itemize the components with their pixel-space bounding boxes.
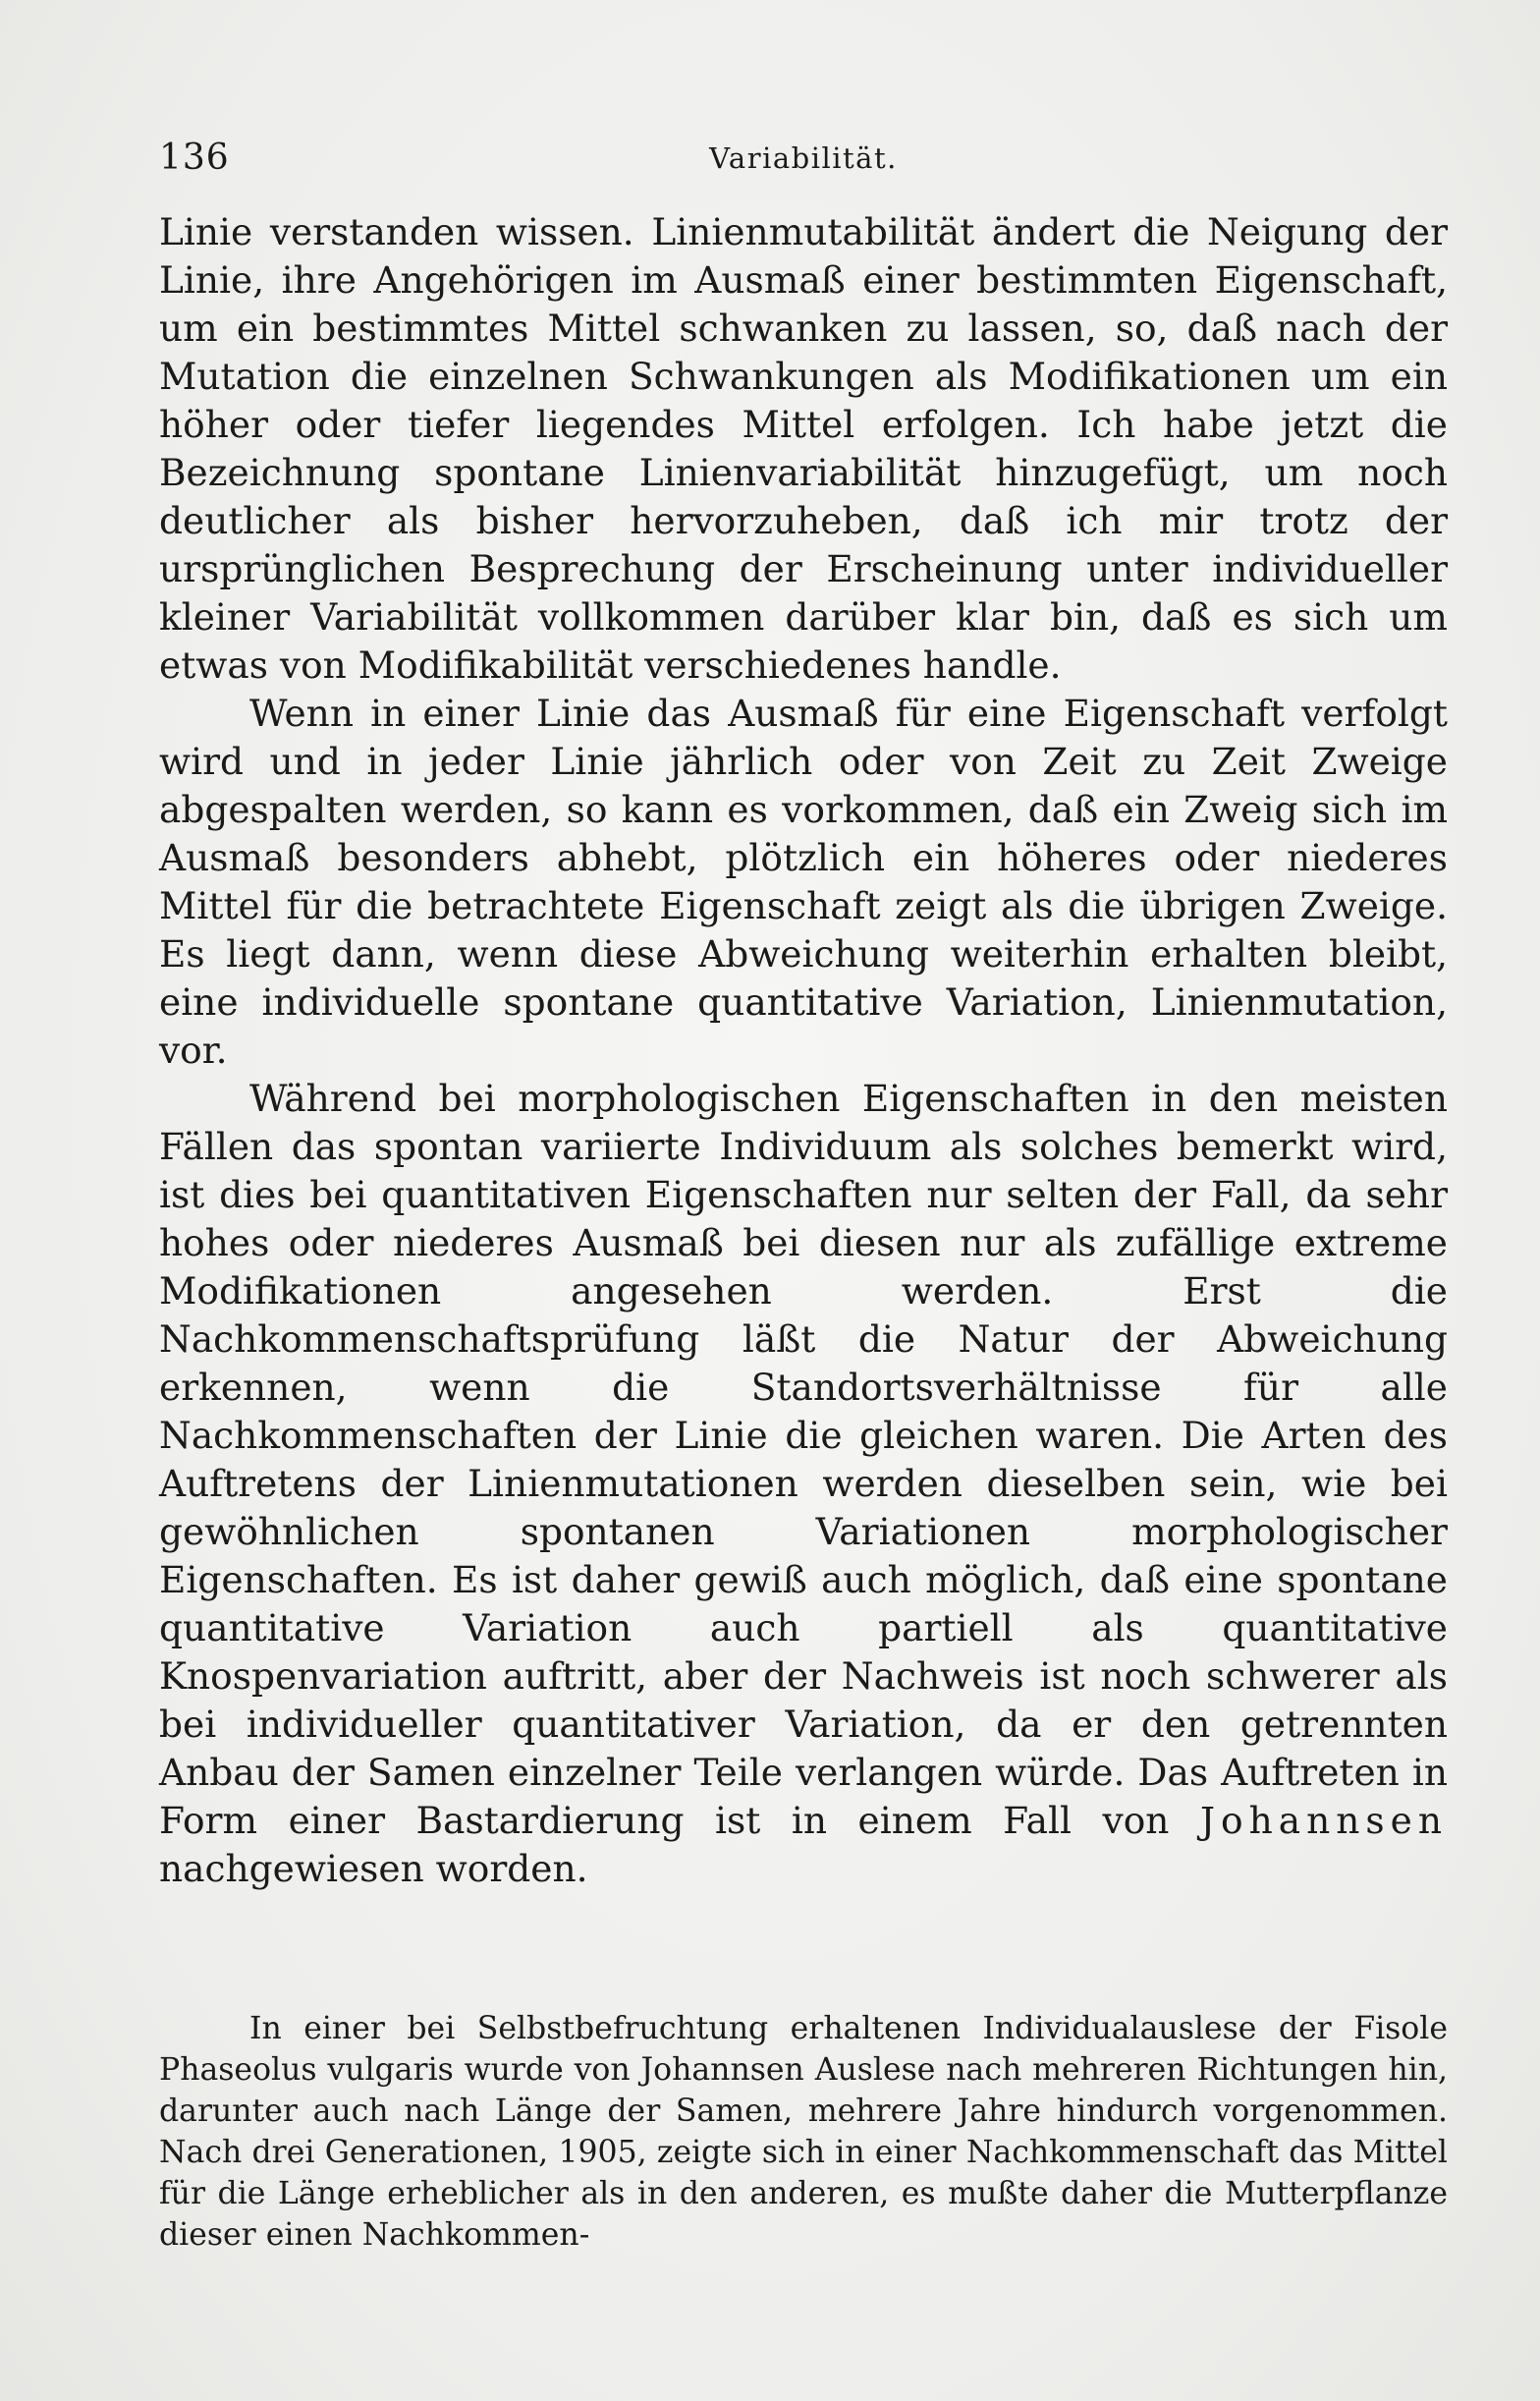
page-header <box>159 138 1448 181</box>
footnote <box>159 2008 1448 2256</box>
author-name-spaced: Johannsen <box>1200 1799 1449 1842</box>
paragraph-3 <box>159 1075 1448 1893</box>
running-head: Variabilität. <box>709 141 898 175</box>
page-number: 136 <box>159 138 230 178</box>
paragraph-3-text: Während bei morphologischen Eigenschaften in den meisten Fällen das spontan variierte Individuum als solches bemerkt wird, ist dies bei quantitativen Eigenschaften nur selten der Fall, da sehr hohes oder niederes Ausmaß bei diesen nur als zufällige extreme Modifikationen angesehen werden. Erst die Nachkommenschaftsprüfung läßt die Natur der Abweichung erkennen, wenn die Standortsverhältnisse für alle Nachkommenschaften der Linie die gleichen waren. Die Arten des Auftretens der Linienmutationen werden dieselben sein, wie bei gewöhnlichen spontanen Variationen morphologischer Eigenschaften. Es ist daher gewiß auch möglich, daß eine spontane quantitative Variation auch partiell als quantitative Knospenvariation auftritt, aber der Nachweis ist noch schwerer als bei individueller quantitativer Variation, da er den getrennten Anbau der Samen einzelner Teile verlangen würde. Das Auftreten in Form einer Bastardierung ist in einem Fall von <box>159 1077 1448 1842</box>
body-text <box>159 208 1448 1893</box>
paragraph-2: Wenn in einer Linie das Ausmaß für eine Eigenschaft verfolgt wird und in jeder Linie jährlich oder von Zeit zu Zeit Zweige abgespalten werden, so kann es vorkommen, daß ein Zweig sich im Ausmaß besonders abhebt, plötzlich ein höheres oder niederes Mittel für die betrachtete Eigenschaft zeigt als die übrigen Zweige. Es liegt dann, wenn diese Abweichung weiterhin erhalten bleibt, eine individuelle spontane quantitative Variation, Linienmutation, vor. <box>159 692 1448 1072</box>
paragraph-1: Linie verstanden wissen. Linienmutabilität ändert die Neigung der Linie, ihre Angehörigen im Ausmaß einer bestimmten Eigenschaft, um ein bestimmtes Mittel schwanken zu lassen, so, daß nach der Mutation die einzelnen Schwankungen als Modifikationen um ein höher oder tiefer liegendes Mittel erfolgen. Ich habe jetzt die Bezeichnung spontane Linienvariabilität hinzugefügt, um noch deutlicher als bisher hervorzuheben, daß ich mir trotz der ursprünglichen Besprechung der Erscheinung unter individueller kleiner Variabilität vollkommen darüber klar bin, daß es sich um etwas von Modifikabilität verschiedenes handle. <box>159 210 1448 687</box>
paragraph-3-end: nachgewiesen worden. <box>159 1847 588 1890</box>
footnote-text: In einer bei Selbstbefruchtung erhaltenen Individualauslese der Fisole Phaseolus vulgaris wurde von Johannsen Auslese nach mehreren Richtungen hin, darunter auch nach Länge der Samen, mehrere Jahre hindurch vorgenommen. Nach drei Generationen, 1905, zeigte sich in einer Nachkommenschaft das Mittel für die Länge erheblicher als in den anderen, es mußte daher die Mutterpflanze dieser einen Nachkommen- <box>159 2011 1448 2253</box>
